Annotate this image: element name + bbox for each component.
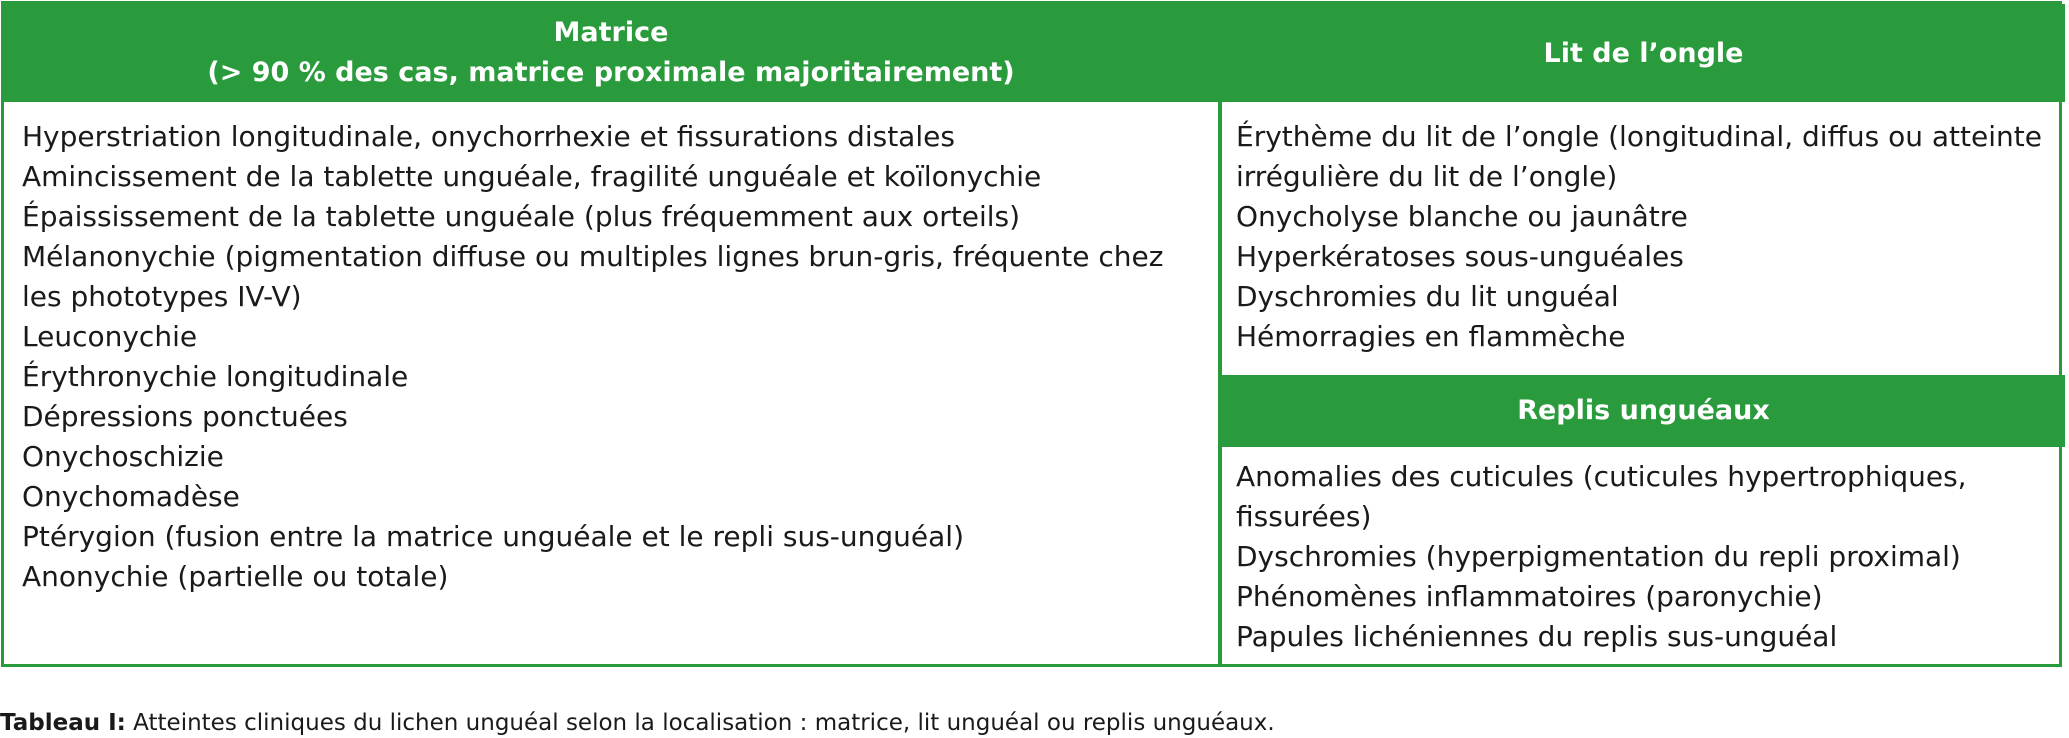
list-item: Dépressions ponctuées [22, 400, 348, 433]
list-item: Hyperstriation longitudinale, onychorrhexie et fissurations distales [22, 120, 955, 153]
lit-list [1236, 117, 2056, 357]
list-item: Papules lichéniennes du replis sus-unguéal [1236, 620, 1838, 653]
header-matrice-subtitle: (> 90 % des cas, matrice proximale majoritairement) [207, 57, 1015, 88]
caption-label: Tableau I: [0, 710, 126, 736]
replis-list [1236, 457, 2056, 657]
list-item: Érythème du lit de l’ongle (longitudinal, diffus ou atteinte irrégulière du lit de l’ongle) [1236, 120, 2042, 193]
list-item: Amincissement de la tablette unguéale, fragilité unguéale et koïlonychie [22, 160, 1042, 193]
list-item: Mélanonychie (pigmentation diffuse ou multiples lignes brun-gris, fréquente chez les phototypes IV-V) [22, 240, 1164, 313]
list-item: Dyschromies (hyperpigmentation du repli proximal) [1236, 540, 1961, 573]
list-item: Onychomadèse [22, 480, 240, 513]
list-item: Hémorragies en flammèche [1236, 320, 1626, 353]
list-item: Leuconychie [22, 320, 198, 353]
list-item: Ptérygion (fusion entre la matrice unguéale et le repli sus-unguéal) [22, 520, 965, 553]
header-lit-title: Lit de l’ongle [1543, 38, 1744, 69]
header-matrice-title: Matrice [553, 17, 669, 48]
list-item: Érythronychie longitudinale [22, 360, 409, 393]
list-item: Anonychie (partielle ou totale) [22, 560, 449, 593]
list-item: Dyschromies du lit unguéal [1236, 280, 1619, 313]
header-matrice [4, 4, 1218, 102]
list-item: Onychoschizie [22, 440, 224, 473]
header-replis [1222, 375, 2065, 447]
list-item: Phénomènes inflammatoires (paronychie) [1236, 580, 1823, 613]
column-divider [1218, 4, 1222, 664]
caption-text: Atteintes cliniques du lichen unguéal selon la localisation : matrice, lit unguéal ou replis unguéaux. [133, 710, 1275, 736]
header-replis-title: Replis unguéaux [1517, 395, 1770, 426]
list-item: Épaississement de la tablette unguéale (plus fréquemment aux orteils) [22, 200, 1021, 233]
header-lit [1222, 4, 2065, 102]
table-caption [0, 708, 1275, 738]
list-item: Anomalies des cuticules (cuticules hypertrophiques, fissurées) [1236, 460, 1967, 533]
list-item: Hyperkératoses sous-unguéales [1236, 240, 1684, 273]
list-item: Onycholyse blanche ou jaunâtre [1236, 200, 1688, 233]
matrice-list [22, 117, 1202, 597]
lichen-table [1, 1, 2062, 667]
